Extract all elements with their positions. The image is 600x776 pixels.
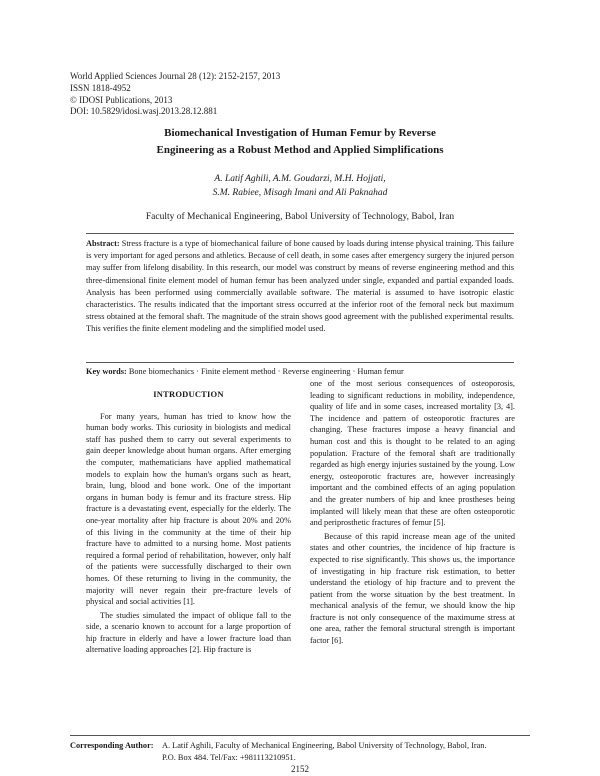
intro-paragraph-1: For many years, human has tried to know how the human body works. This curiosity in biologists and medical staff has pushed them to carry out several experiments to gain deeper knowledge about human organs. After emerging the computer, mathematicians have applied mathematical models to explain how the human's organs such as heart, brain, lung, blood and bone work. One of the important organs in human body is femur and its fracture stress. Hip fracture is a devastating event, especially for the elderly. The one-year mortality after hip fracture is about 20% and 20% of this living in the community at the time of their hip fracture have to admitted to a nursing home. Most patients required a formal period of rehabilitation, however, only half of the patients were successfully discharged to their own homes. Of these returning to living in the community, the majority will never regain their pre-fracture levels of physical and social activities [1].: [86, 411, 291, 607]
copyright: © IDOSI Publications, 2013: [70, 94, 173, 105]
keywords-text: Bone biomechanics · Finite element method · Reverse engineering · Human femur: [128, 367, 404, 376]
doi: DOI: 10.5829/idosi.wasj.2013.28.12.881: [70, 106, 218, 117]
affiliation: Faculty of Mechanical Engineering, Babol University of Technology, Babol, Iran: [145, 212, 455, 222]
keywords: [86, 367, 514, 376]
footer-rule: [70, 735, 530, 736]
corresponding-line-2: P.O. Box 484. Tel/Fax: +981113210951.: [162, 752, 296, 762]
section-heading-introduction: INTRODUCTION: [153, 389, 224, 399]
authors-line-1: A. Latif Aghili, A.M. Goudarzi, M.H. Hojjati,: [214, 174, 386, 184]
author-list: [70, 172, 530, 200]
abstract-top-rule: [86, 233, 514, 234]
corresponding-line-1: A. Latif Aghili, Faculty of Mechanical Engineering, Babol University of Technology, Babol, Iran.: [162, 741, 487, 750]
journal-citation: World Applied Sciences Journal 28 (12): 2152-2157, 2013: [70, 71, 281, 81]
intro-paragraph-3: one of the most serious consequences of osteoporosis, leading to significant reductions in mobility, independence, quality of life and in some cases, increased mortality [3, 4]. The incidence and pattern of osteoporotic fractures are changing. These fractures impose a heavy financial and human cost and this is thought to be related to an aging population. Fracture of the femoral shaft are traditionally regarded as high energy injuries sustained by the young. Low energy, osteoporotic fractures are, however increasingly important and the combined effects of an aging population and the greater numbers of hip and knee prostheses being implanted will likely mean that these are often osteoporotic and periprosthetic fractures of femur [5].: [310, 379, 515, 528]
abstract-label: Abstract:: [86, 239, 120, 248]
keywords-label: Key words:: [86, 367, 127, 376]
paper-title: [70, 125, 530, 159]
abstract-bottom-rule: [86, 362, 514, 363]
intro-paragraph-2: The studies simulated the impact of oblique fall to the side, a scenario known to account for a large proportion of hip fracture in elderly and have a lower fracture load than alternative loading approaches [2]. Hip fracture is: [86, 610, 291, 655]
title-line-2: Engineering as a Robust Method and Applied Simplifications: [156, 144, 444, 156]
page-number: 2152: [291, 764, 309, 774]
title-line-1: Biomechanical Investigation of Human Femur by Reverse: [164, 127, 436, 139]
right-column: [310, 378, 515, 647]
intro-paragraph-4: Because of this rapid increase mean age of the united states and other countries, the incidence of hip fracture is expected to rise significantly. This shows us, the importance of investigating in hip fracture risk estimation, to better understand the etiology of hip fracture and to prevent the patient from the worse situation by the best treatment. In mechanical analysis of the femur, we should know the hip fracture is not only consequence of the maximume stress at one area, rather the femoral structural strength is important factor [6].: [310, 531, 515, 646]
issn: ISSN 1818-4952: [70, 82, 131, 93]
left-column: [86, 389, 291, 656]
abstract: [86, 238, 514, 336]
journal-header: [70, 71, 280, 118]
corresponding-label: Corresponding Author:: [70, 741, 154, 750]
abstract-text: Stress fracture is a type of biomechanical failure of bone caused by loads during intense physical training. This failure is very important for aged persons and athletics. Because of cell death, in some cases after emergency surgery the injured person may suffer from lifelong disability. In this research, our model was construct by means of reverse engineering method and this three-dimensional finite element model of human femur has been analyzed under single, expanded and partial expanded loads. Analysis has been performed using commercially available software. The material is assumed to have isotropic elastic characteristics. The results indicated that the important stress occurred at the inferior root of the femoral neck but maximum stress obtained at the femoral shaft. The magnitude of the strain shows good agreement with the published experimental results. This verifies the finite element modeling and the simplified model used.: [86, 239, 514, 334]
authors-line-2: S.M. Rabiee, Misagh Imani and Ali Paknahad: [212, 188, 388, 198]
corresponding-author: [70, 740, 487, 763]
